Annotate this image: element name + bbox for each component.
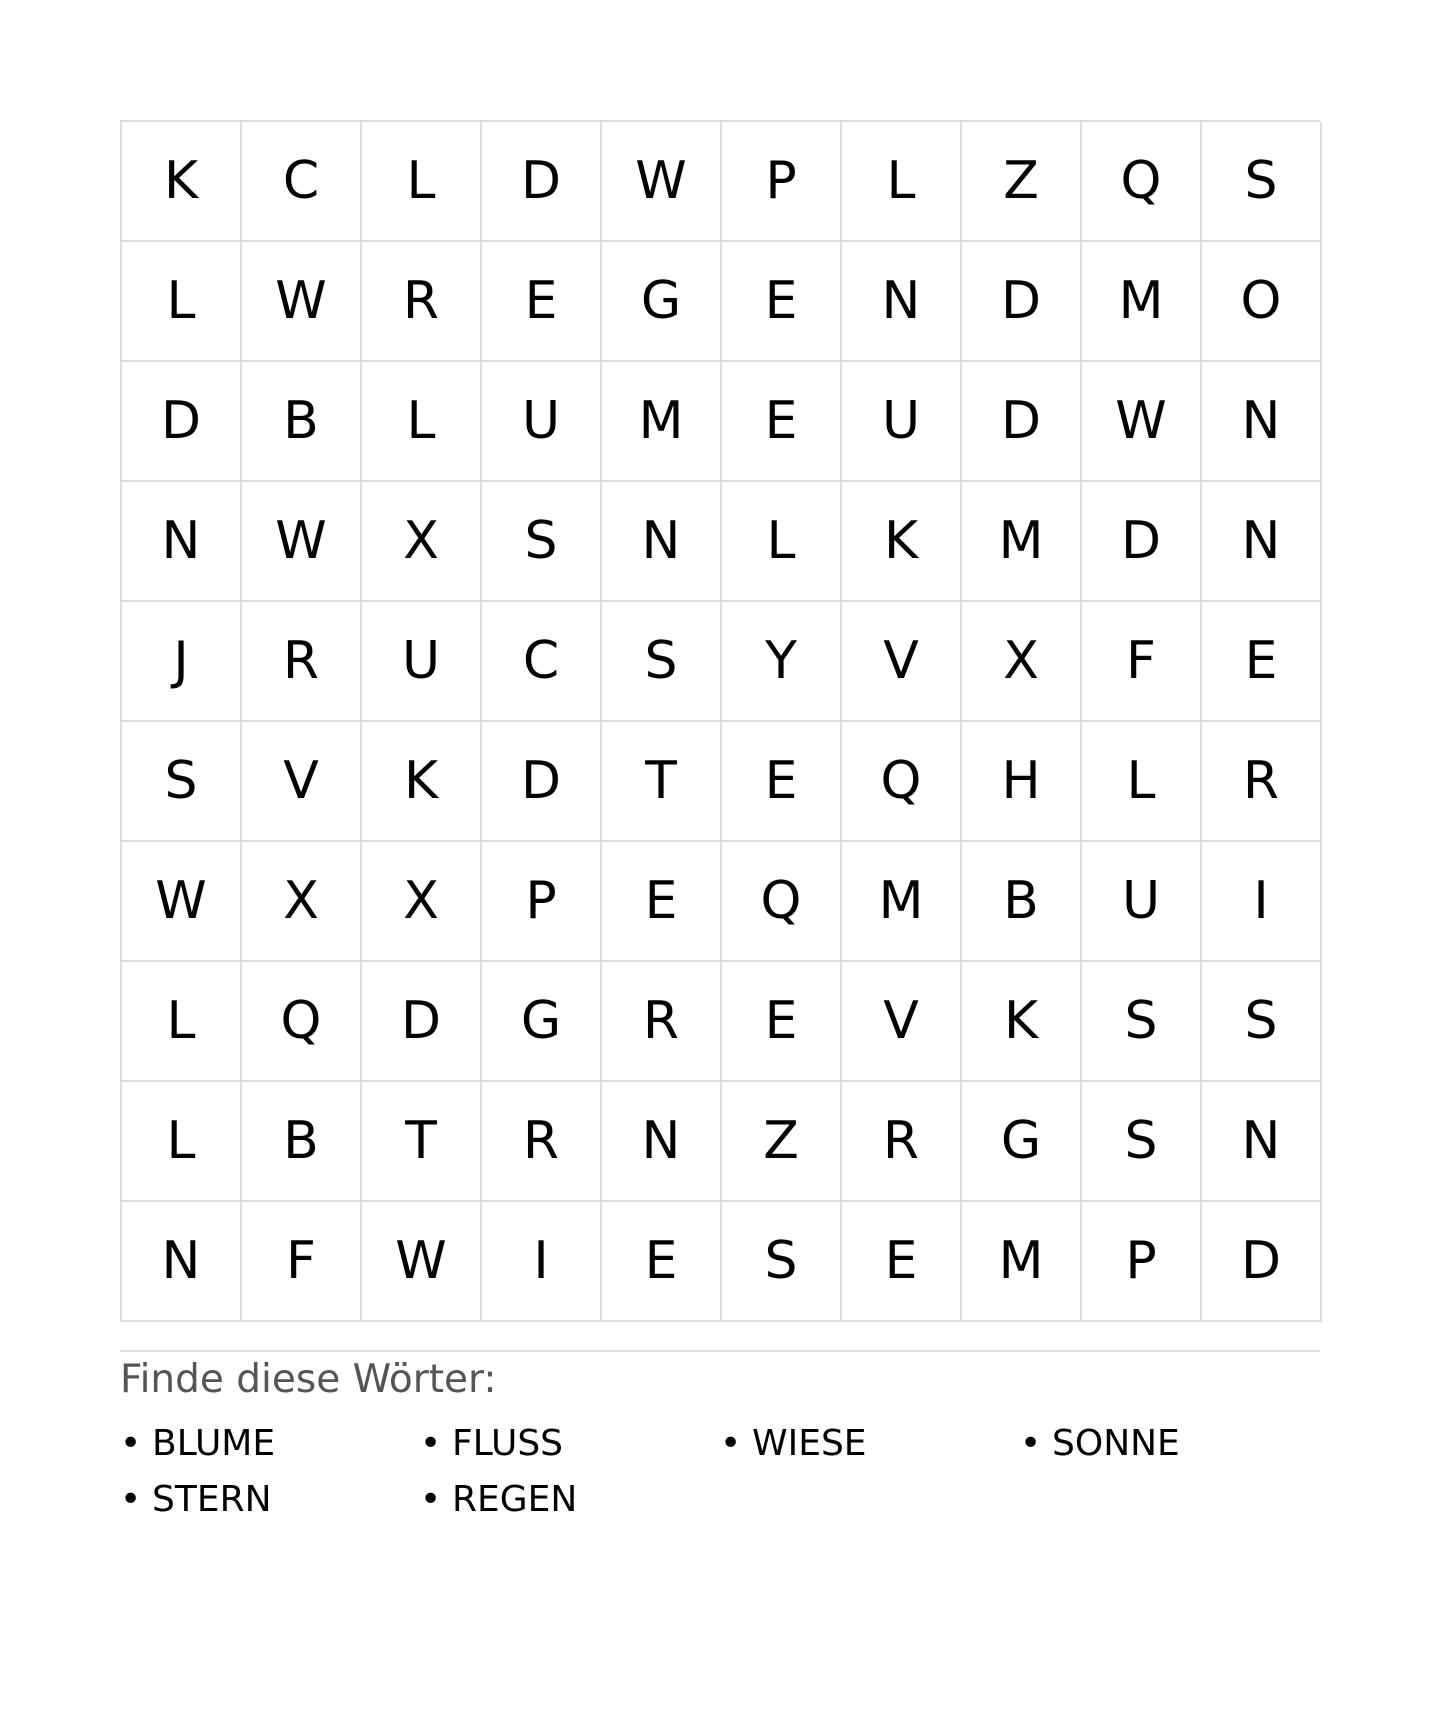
grid-cell[interactable]: D: [362, 962, 482, 1082]
grid-cell[interactable]: N: [1202, 1082, 1322, 1202]
grid-cell[interactable]: S: [482, 482, 602, 602]
grid-cell[interactable]: L: [122, 962, 242, 1082]
grid-cell[interactable]: E: [722, 242, 842, 362]
grid-cell[interactable]: Y: [722, 602, 842, 722]
grid-cell[interactable]: Z: [962, 122, 1082, 242]
grid-cell[interactable]: Q: [1082, 122, 1202, 242]
grid-cell[interactable]: E: [602, 842, 722, 962]
grid-cell[interactable]: K: [362, 722, 482, 842]
grid-cell[interactable]: M: [962, 1202, 1082, 1322]
grid-cell[interactable]: R: [242, 602, 362, 722]
grid-cell[interactable]: N: [602, 1082, 722, 1202]
grid-cell[interactable]: C: [482, 602, 602, 722]
grid-cell[interactable]: X: [242, 842, 362, 962]
grid-cell[interactable]: E: [722, 962, 842, 1082]
word-list-item: [1020, 1416, 1320, 1472]
bullet-icon: •: [720, 1423, 742, 1464]
bullet-icon: •: [420, 1423, 442, 1464]
grid-cell[interactable]: X: [362, 482, 482, 602]
word-label: STERN: [152, 1479, 272, 1520]
grid-cell[interactable]: S: [1082, 1082, 1202, 1202]
grid-cell[interactable]: P: [1082, 1202, 1202, 1322]
grid-cell[interactable]: N: [122, 1202, 242, 1322]
grid-cell[interactable]: U: [842, 362, 962, 482]
bullet-icon: •: [420, 1479, 442, 1520]
grid-cell[interactable]: N: [842, 242, 962, 362]
bullet-icon: •: [120, 1423, 142, 1464]
grid-cell[interactable]: K: [122, 122, 242, 242]
grid-cell[interactable]: S: [122, 722, 242, 842]
grid-cell[interactable]: W: [602, 122, 722, 242]
grid-cell[interactable]: T: [362, 1082, 482, 1202]
grid-cell[interactable]: L: [362, 362, 482, 482]
grid-cell[interactable]: V: [242, 722, 362, 842]
bullet-icon: •: [120, 1479, 142, 1520]
word-label: WIESE: [752, 1423, 867, 1464]
grid-cell[interactable]: W: [1082, 362, 1202, 482]
grid-cell[interactable]: L: [362, 122, 482, 242]
grid-cell[interactable]: D: [482, 122, 602, 242]
grid-cell[interactable]: H: [962, 722, 1082, 842]
grid-cell[interactable]: D: [1082, 482, 1202, 602]
grid-cell[interactable]: W: [362, 1202, 482, 1322]
word-list-item: [420, 1472, 720, 1528]
grid-cell[interactable]: I: [482, 1202, 602, 1322]
grid-cell[interactable]: E: [482, 242, 602, 362]
grid-cell[interactable]: X: [362, 842, 482, 962]
grid-cell[interactable]: C: [242, 122, 362, 242]
grid-cell[interactable]: F: [242, 1202, 362, 1322]
grid-cell[interactable]: U: [482, 362, 602, 482]
grid-cell[interactable]: Q: [242, 962, 362, 1082]
word-label: FLUSS: [452, 1423, 564, 1464]
word-list-item: [420, 1416, 720, 1472]
word-list: [120, 1416, 1320, 1528]
grid-cell[interactable]: Q: [722, 842, 842, 962]
grid-cell[interactable]: S: [1082, 962, 1202, 1082]
word-search-puzzle: [120, 120, 1320, 1528]
instruction-text: Finde diese Wörter:: [120, 1357, 497, 1402]
grid-cell[interactable]: G: [482, 962, 602, 1082]
grid-cell[interactable]: W: [122, 842, 242, 962]
grid-cell[interactable]: D: [122, 362, 242, 482]
letter-grid: [120, 120, 1320, 1322]
grid-cell[interactable]: B: [242, 362, 362, 482]
grid-cell[interactable]: N: [122, 482, 242, 602]
grid-cell[interactable]: E: [842, 1202, 962, 1322]
bullet-icon: •: [1020, 1423, 1042, 1464]
grid-cell[interactable]: M: [962, 482, 1082, 602]
grid-cell[interactable]: B: [242, 1082, 362, 1202]
grid-cell[interactable]: L: [722, 482, 842, 602]
grid-cell[interactable]: S: [722, 1202, 842, 1322]
grid-cell[interactable]: M: [1082, 242, 1202, 362]
word-label: BLUME: [152, 1423, 276, 1464]
grid-cell[interactable]: G: [602, 242, 722, 362]
grid-cell[interactable]: U: [362, 602, 482, 722]
grid-cell[interactable]: I: [1202, 842, 1322, 962]
grid-cell[interactable]: E: [1202, 602, 1322, 722]
grid-cell[interactable]: V: [842, 602, 962, 722]
grid-cell[interactable]: N: [602, 482, 722, 602]
grid-cell[interactable]: V: [842, 962, 962, 1082]
word-list-item: [120, 1472, 420, 1528]
grid-cell[interactable]: D: [482, 722, 602, 842]
grid-cell[interactable]: P: [722, 122, 842, 242]
grid-cell[interactable]: L: [842, 122, 962, 242]
word-label: REGEN: [452, 1479, 578, 1520]
grid-cell[interactable]: R: [602, 962, 722, 1082]
grid-cell[interactable]: L: [1082, 722, 1202, 842]
grid-cell[interactable]: D: [962, 362, 1082, 482]
grid-cell[interactable]: M: [602, 362, 722, 482]
grid-cell[interactable]: R: [482, 1082, 602, 1202]
grid-cell[interactable]: L: [122, 242, 242, 362]
grid-cell[interactable]: D: [1202, 1202, 1322, 1322]
grid-cell[interactable]: K: [842, 482, 962, 602]
grid-cell[interactable]: R: [842, 1082, 962, 1202]
grid-cell[interactable]: M: [842, 842, 962, 962]
grid-cell[interactable]: W: [242, 242, 362, 362]
grid-cell[interactable]: R: [362, 242, 482, 362]
grid-cell[interactable]: W: [242, 482, 362, 602]
grid-cell[interactable]: N: [1202, 482, 1322, 602]
grid-cell[interactable]: L: [122, 1082, 242, 1202]
grid-cell[interactable]: K: [962, 962, 1082, 1082]
grid-cell[interactable]: P: [482, 842, 602, 962]
word-list-item: [120, 1416, 420, 1472]
grid-cell[interactable]: O: [1202, 242, 1322, 362]
word-label: SONNE: [1052, 1423, 1180, 1464]
grid-cell[interactable]: J: [122, 602, 242, 722]
grid-cell[interactable]: R: [1202, 722, 1322, 842]
grid-cell[interactable]: S: [1202, 962, 1322, 1082]
grid-cell[interactable]: F: [1082, 602, 1202, 722]
grid-cell[interactable]: G: [962, 1082, 1082, 1202]
grid-cell[interactable]: E: [722, 362, 842, 482]
divider: [120, 1350, 1320, 1352]
grid-cell[interactable]: E: [602, 1202, 722, 1322]
grid-cell[interactable]: B: [962, 842, 1082, 962]
grid-cell[interactable]: E: [722, 722, 842, 842]
grid-cell[interactable]: X: [962, 602, 1082, 722]
grid-cell[interactable]: S: [1202, 122, 1322, 242]
grid-cell[interactable]: D: [962, 242, 1082, 362]
grid-cell[interactable]: Q: [842, 722, 962, 842]
grid-cell[interactable]: S: [602, 602, 722, 722]
word-list-item: [720, 1416, 1020, 1472]
grid-cell[interactable]: U: [1082, 842, 1202, 962]
grid-cell[interactable]: T: [602, 722, 722, 842]
grid-cell[interactable]: Z: [722, 1082, 842, 1202]
grid-cell[interactable]: N: [1202, 362, 1322, 482]
